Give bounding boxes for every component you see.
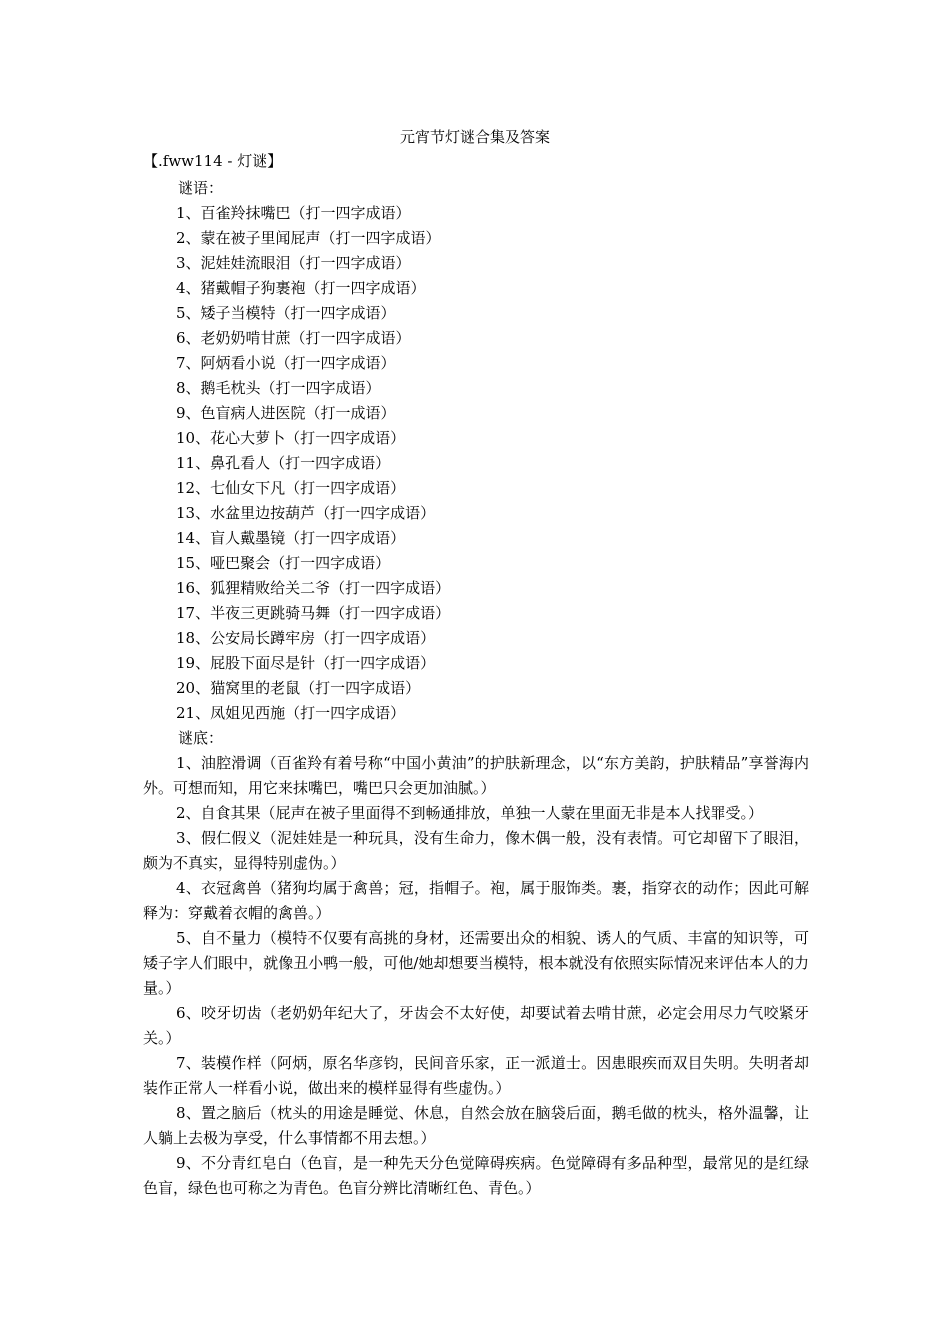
riddle-item: 19、屁股下面尽是针（打一四字成语） [176, 654, 436, 672]
riddle-item: 3、泥娃娃流眼泪（打一四字成语） [176, 254, 411, 272]
answer-paragraph: 1、油腔滑调（百雀羚有着号称“中国小黄油”的护肤新理念，以“东方美韵，护肤精品”享誉海内外。可想而知，用它来抹嘴巴，嘴巴只会更加油腻。） [143, 754, 809, 797]
document-title: 元宵节灯谜合集及答案 [399, 128, 550, 146]
riddle-item: 16、狐狸精败给关二爷（打一四字成语） [176, 579, 451, 597]
answers-label: 谜底： [178, 729, 224, 747]
riddle-item: 1、百雀羚抹嘴巴（打一四字成语） [176, 204, 411, 222]
riddle-item: 14、盲人戴墨镜（打一四字成语） [176, 529, 406, 547]
riddle-item: 8、鹅毛枕头（打一四字成语） [176, 379, 381, 397]
answer-paragraph: 6、咬牙切齿（老奶奶年纪大了，牙齿会不太好使，却要试着去啃甘蔗，必定会用尽力气咬紧牙关。） [143, 1004, 809, 1047]
riddles-label: 谜语： [178, 179, 224, 197]
answer-paragraph: 7、装模作样（阿炳，原名华彦钧，民间音乐家，正一派道士。因患眼疾而双目失明。失明者却装作正常人一样看小说，做出来的模样显得有些虚伪。） [143, 1054, 809, 1097]
content-block [143, 176, 809, 1201]
answer-paragraph: 4、衣冠禽兽（猪狗均属于禽兽；冠，指帽子。袍，属于服饰类。裹，指穿衣的动作；因此可解释为：穿戴着衣帽的禽兽。） [143, 879, 809, 922]
answer-paragraph: 9、不分青红皂白（色盲，是一种先天分色觉障碍疾病。色觉障碍有多品种型，最常见的是红绿色盲，绿色也可称之为青色。色盲分辨比清晰红色、青色。） [143, 1154, 809, 1197]
riddle-item: 20、猫窝里的老鼠（打一四字成语） [176, 679, 421, 697]
answer-paragraph: 3、假仁假义（泥娃娃是一种玩具，没有生命力，像木偶一般，没有表情。可它却留下了眼泪，颇为不真实，显得特别虚伪。） [143, 829, 809, 872]
riddle-item: 10、花心大萝卜（打一四字成语） [176, 429, 406, 447]
answer-paragraph: 5、自不量力（模特不仅要有高挑的身材，还需要出众的相貌、诱人的气质、丰富的知识等，可矮子字人们眼中，就像丑小鸭一般，可他/她却想要当模特，根本就没有依照实际情况来评估本人的力量。） [143, 929, 809, 997]
riddle-item: 13、水盆里边按葫芦（打一四字成语） [176, 504, 436, 522]
riddle-item: 9、色盲病人进医院（打一成语） [176, 404, 396, 422]
answer-paragraph: 2、自食其果（屁声在被子里面得不到畅通排放，单独一人蒙在里面无非是本人找罪受。） [176, 804, 764, 822]
answer-paragraph: 8、置之脑后（枕头的用途是睡觉、休息，自然会放在脑袋后面，鹅毛做的枕头，格外温馨，让人躺上去极为享受，什么事情都不用去想。） [143, 1104, 809, 1147]
riddle-item: 17、半夜三更跳骑马舞（打一四字成语） [176, 604, 451, 622]
riddle-item: 5、矮子当模特（打一四字成语） [176, 304, 396, 322]
riddle-item: 11、鼻孔看人（打一四字成语） [176, 454, 391, 472]
riddle-item: 15、哑巴聚会（打一四字成语） [176, 554, 391, 572]
riddle-item: 21、凤姐见西施（打一四字成语） [176, 704, 406, 722]
source-header: 【.fww114 - 灯谜】 [143, 152, 283, 170]
riddle-item: 12、七仙女下凡（打一四字成语） [176, 479, 406, 497]
riddle-item: 4、猪戴帽子狗裹袍（打一四字成语） [176, 279, 426, 297]
riddle-item: 18、公安局长蹲牢房（打一四字成语） [176, 629, 436, 647]
riddle-item: 6、老奶奶啃甘蔗（打一四字成语） [176, 329, 411, 347]
riddle-item: 2、蒙在被子里闻屁声（打一四字成语） [176, 229, 441, 247]
riddle-item: 7、阿炳看小说（打一四字成语） [176, 354, 396, 372]
